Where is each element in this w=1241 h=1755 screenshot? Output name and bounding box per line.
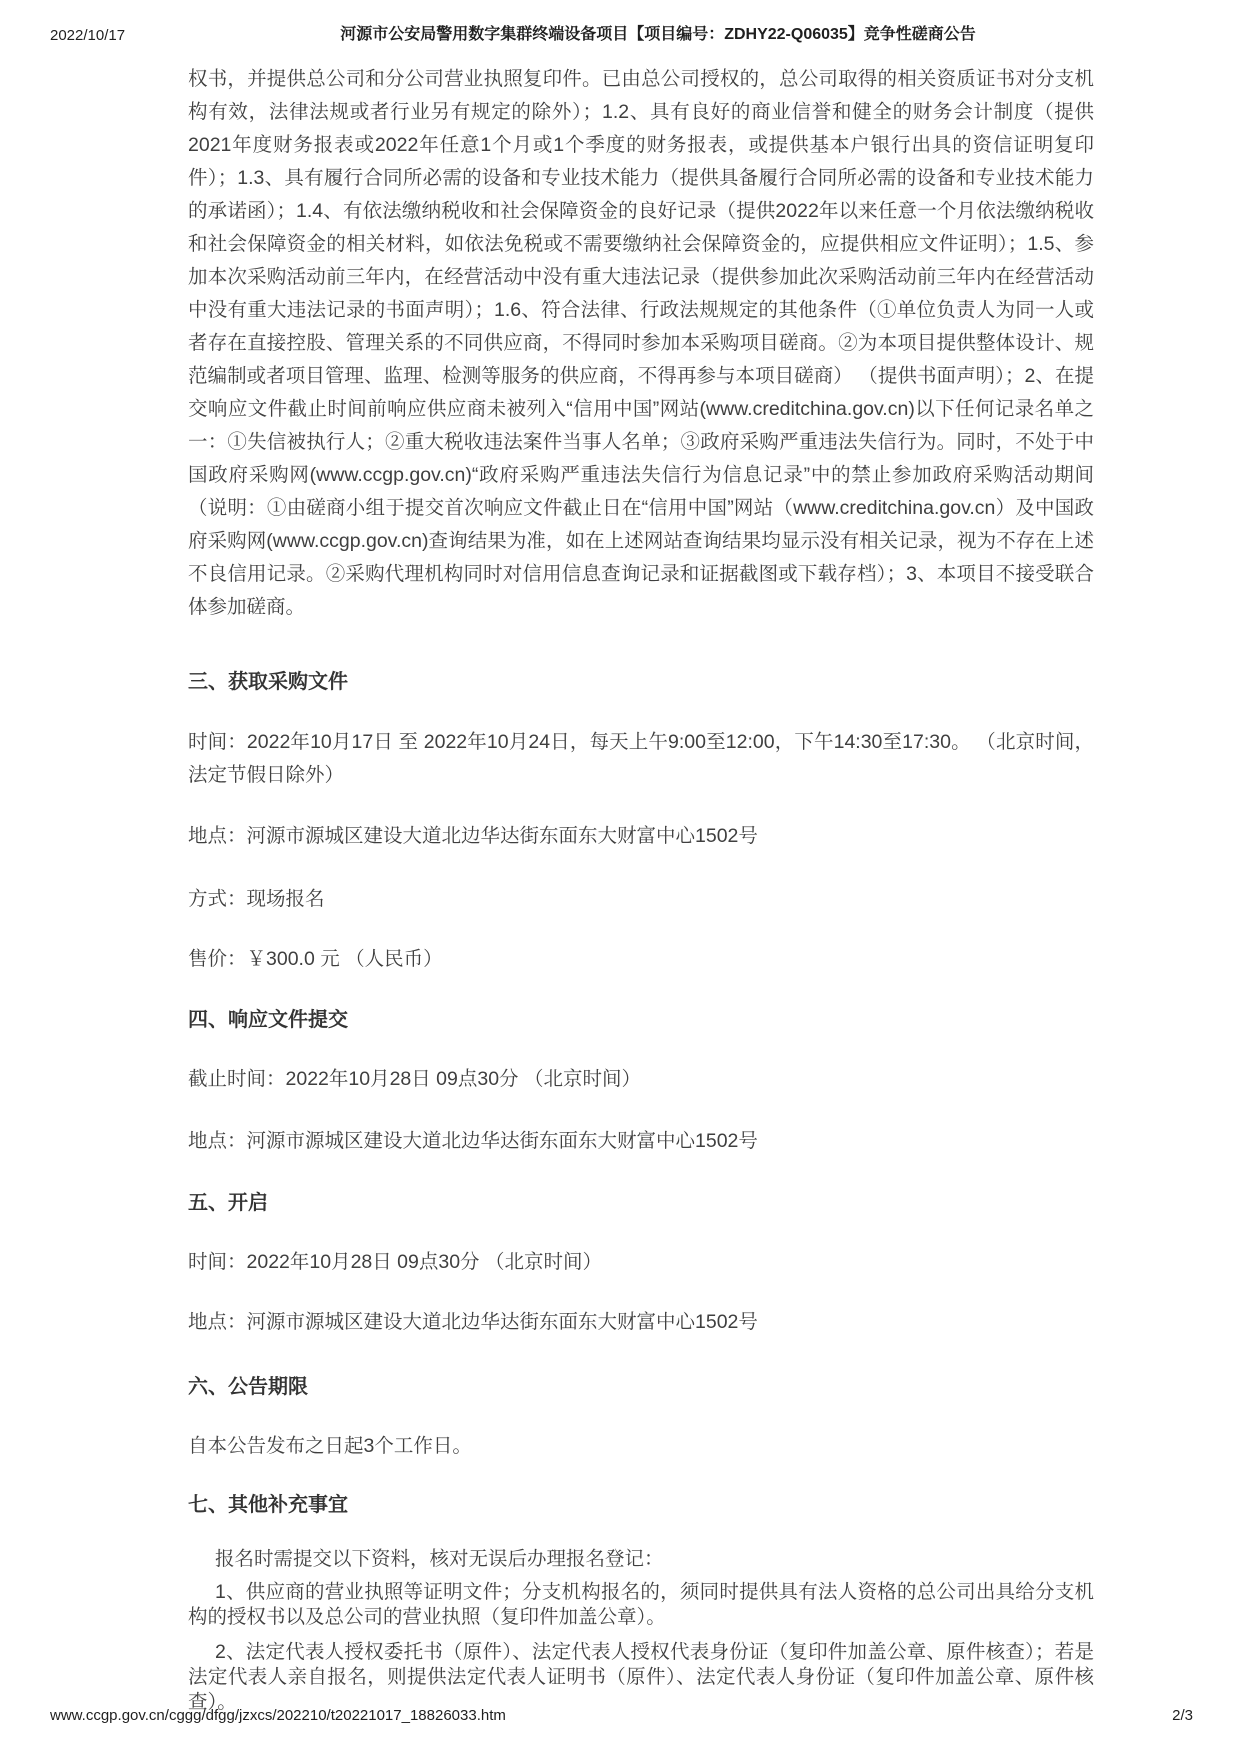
section-heading-other-matters: 七、其他补充事宜 [188, 1494, 348, 1516]
print-footer-page-number: 2/3 [1172, 1707, 1193, 1724]
section-heading-response-submission: 四、响应文件提交 [188, 1009, 348, 1031]
registration-material-item-2: 2、法定代表人授权委托书（原件）、法定代表人授权代表身份证（复印件加盖公章、原件核查）；若是法定代表人亲自报名，则提供法定代表人证明书（原件）、法定代表人身份证（复印件加盖公章、原件核查）。 [188, 1641, 1094, 1713]
announcement-continuation-paragraph: 权书，并提供总公司和分公司营业执照复印件。已由总公司授权的，总公司取得的相关资质证书对分支机构有效，法律法规或者行业另有规定的除外）；1.2、具有良好的商业信誉和健全的财务会计制度（提供2021年度财务报表或2022年任意1个月或1个季度的财务报表，或提供基本户银行出具的资信证明复印件）；1.3、具有履行合同所必需的设备和专业技术能力（提供具备履行合同所必需的设备和专业技术能力的承诺函）；1.4、有依法缴纳税收和社会保障资金的良好记录（提供2022年以来任意一个月依法缴纳税收和社会保障资金的相关材料，如依法免税或不需要缴纳社会保障资金的，应提供相应文件证明）；1.5、参加本次采购活动前三年内，在经营活动中没有重大违法记录（提供参加此次采购活动前三年内在经营活动中没有重大违法记录的书面声明）；1.6、符合法律、行政法规规定的其他条件（①单位负责人为同一人或者存在直接控股、管理关系的不同供应商，不得同时参加本采购项目磋商。②为本项目提供整体设计、规范编制或者项目管理、监理、检测等服务的供应商，不得再参与本项目磋商） （提供书面声明）；2、在提交响应文件截止时间前响应供应商未被列入“信用中国”网站(www.creditchina.gov.cn)以下任何记录名单之一：①失信被执行人；②重大税收违法案件当事人名单；③政府采购严重违法失信行为。同时，不处于中国政府采购网(www.ccgp.gov.cn)“政府采购严重违法失信行为信息记录”中的禁止参加政府采购活动期间（说明：①由磋商小组于提交首次响应文件截止日在“信用中国”网站（www.creditchina.gov.cn）及中国政府采购网(www.ccgp.gov.cn)查询结果为准，如在上述网站查询结果均显示没有相关记录，视为不存在上述不良信用记录。②采购代理机构同时对信用信息查询记录和证据截图或下载存档）；3、本项目不接受联合体参加磋商。 [188, 68, 1094, 618]
announcement-period-text: 自本公告发布之日起3个工作日。 [188, 1435, 472, 1457]
obtain-documents-time: 时间：2022年10月17日 至 2022年10月24日，每天上午9:00至12:00，下午14:30至17:30。 （北京时间，法定节假日除外） [188, 731, 1094, 786]
opening-time: 时间：2022年10月28日 09点30分 （北京时间） [188, 1251, 602, 1273]
response-submission-deadline: 截止时间：2022年10月28日 09点30分 （北京时间） [188, 1068, 641, 1090]
obtain-documents-price: 售价：￥300.0 元 （人民币） [188, 948, 443, 970]
print-header-document-title: 河源市公安局警用数字集群终端设备项目【项目编号：ZDHY22-Q06035】竞争性磋商公告 [340, 26, 976, 43]
section-heading-obtain-documents: 三、获取采购文件 [188, 671, 348, 693]
section-heading-opening: 五、开启 [188, 1192, 268, 1214]
section-heading-announcement-period: 六、公告期限 [188, 1376, 308, 1398]
print-footer-source-url: www.ccgp.gov.cn/cggg/dfgg/jzxcs/202210/t20221017_18826033.htm [50, 1707, 506, 1724]
obtain-documents-method: 方式：现场报名 [188, 888, 325, 910]
opening-place: 地点：河源市源城区建设大道北边华达街东面东大财富中心1502号 [188, 1311, 758, 1333]
response-submission-place: 地点：河源市源城区建设大道北边华达街东面东大财富中心1502号 [188, 1130, 758, 1152]
print-header-date: 2022/10/17 [50, 27, 126, 44]
obtain-documents-place: 地点：河源市源城区建设大道北边华达街东面东大财富中心1502号 [188, 825, 758, 847]
registration-material-item-1: 1、供应商的营业执照等证明文件；分支机构报名的，须同时提供具有法人资格的总公司出具给分支机构的授权书以及总公司的营业执照（复印件加盖公章）。 [188, 1581, 1094, 1628]
registration-materials-intro: 报名时需提交以下资料，核对无误后办理报名登记： [215, 1548, 664, 1570]
